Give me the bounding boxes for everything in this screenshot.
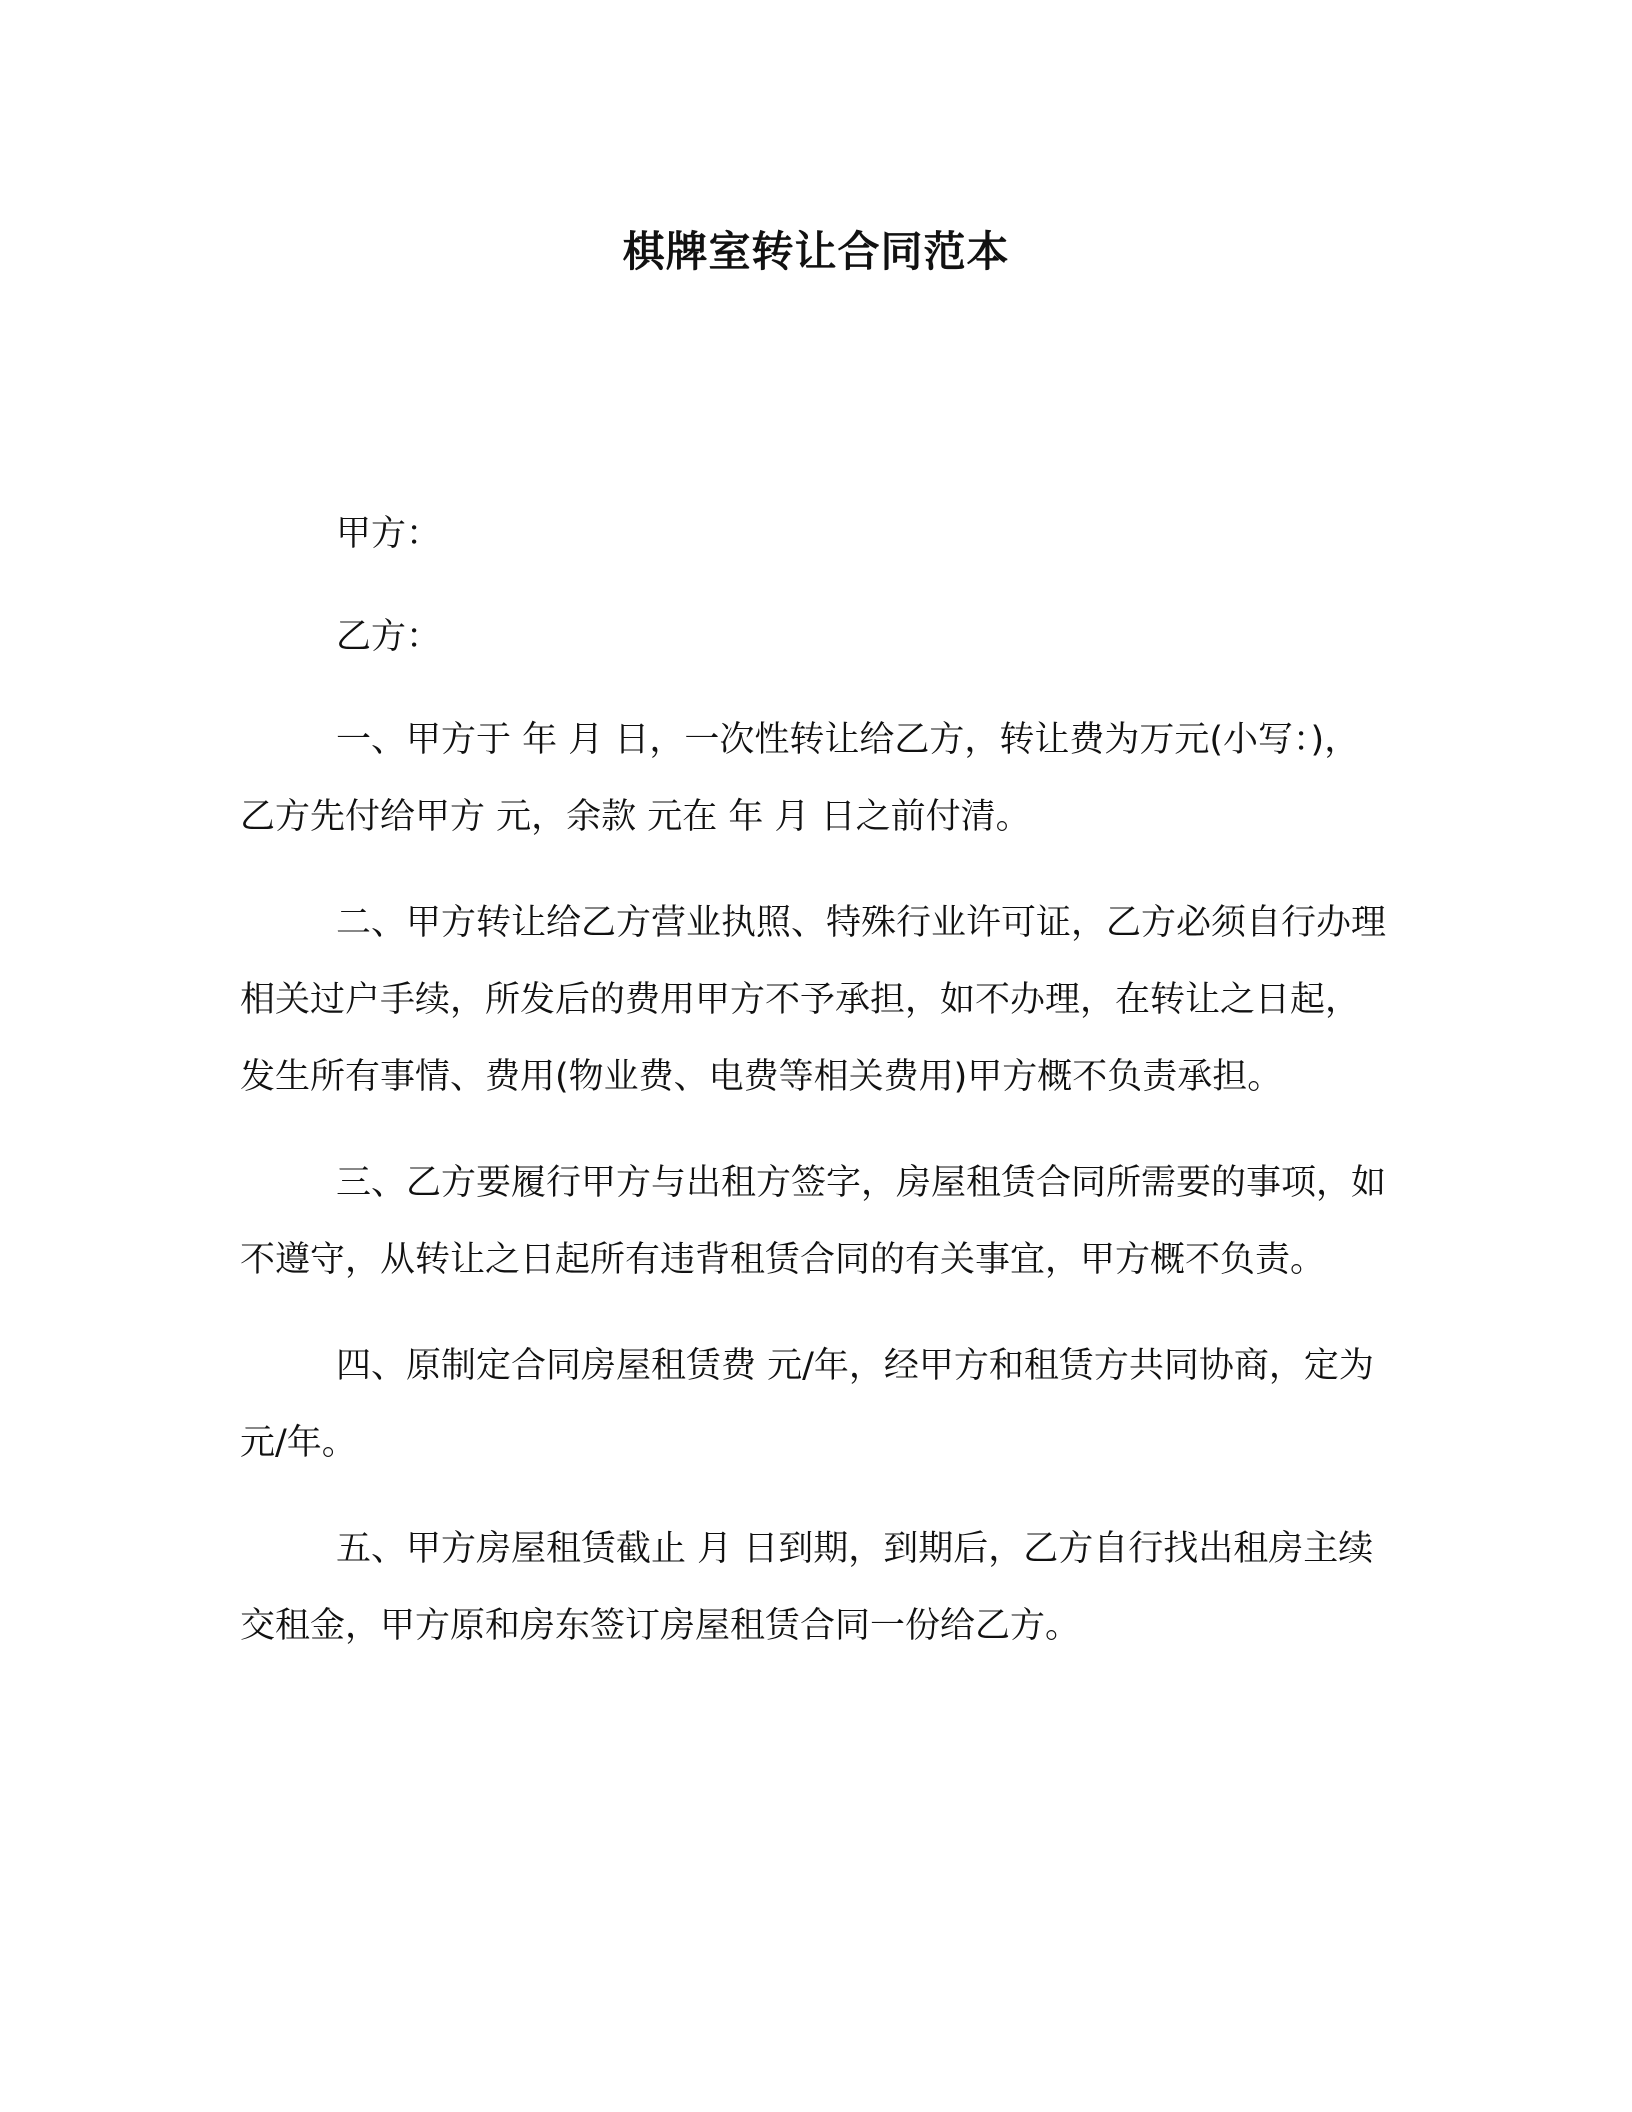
clause-1: 一、甲方于 年 月 日，一次性转让给乙方，转让费为万元(小写：)，乙方先付给甲方 元，余款 元在 年 月 日之前付清。	[240, 720, 1360, 837]
party-a-line: 甲方：	[336, 514, 442, 554]
document-title: 棋牌室转让合同范本	[622, 227, 1010, 276]
clause-3: 三、乙方要履行甲方与出租方签字，房屋租赁合同所需要的事项，如不遵守，从转让之日起所有违背租赁合同的有关事宜，甲方概不负责。	[240, 1163, 1387, 1280]
document-body	[240, 496, 1390, 1665]
party-b-line: 乙方：	[336, 617, 442, 657]
clause-2: 二、甲方转让给乙方营业执照、特殊行业许可证，乙方必须自行办理相关过户手续，所发后的费用甲方不予承担，如不办理，在转让之日起，发生所有事情、费用(物业费、电费等相关费用)甲方概不负责承担。	[240, 903, 1387, 1097]
clause-4: 四、原制定合同房屋租赁费 元/年，经甲方和租赁方共同协商，定为 元/年。	[240, 1346, 1374, 1463]
clause-5: 五、甲方房屋租赁截止 月 日到期，到期后，乙方自行找出租房主续交租金，甲方原和房东签订房屋租赁合同一份给乙方。	[240, 1529, 1374, 1646]
